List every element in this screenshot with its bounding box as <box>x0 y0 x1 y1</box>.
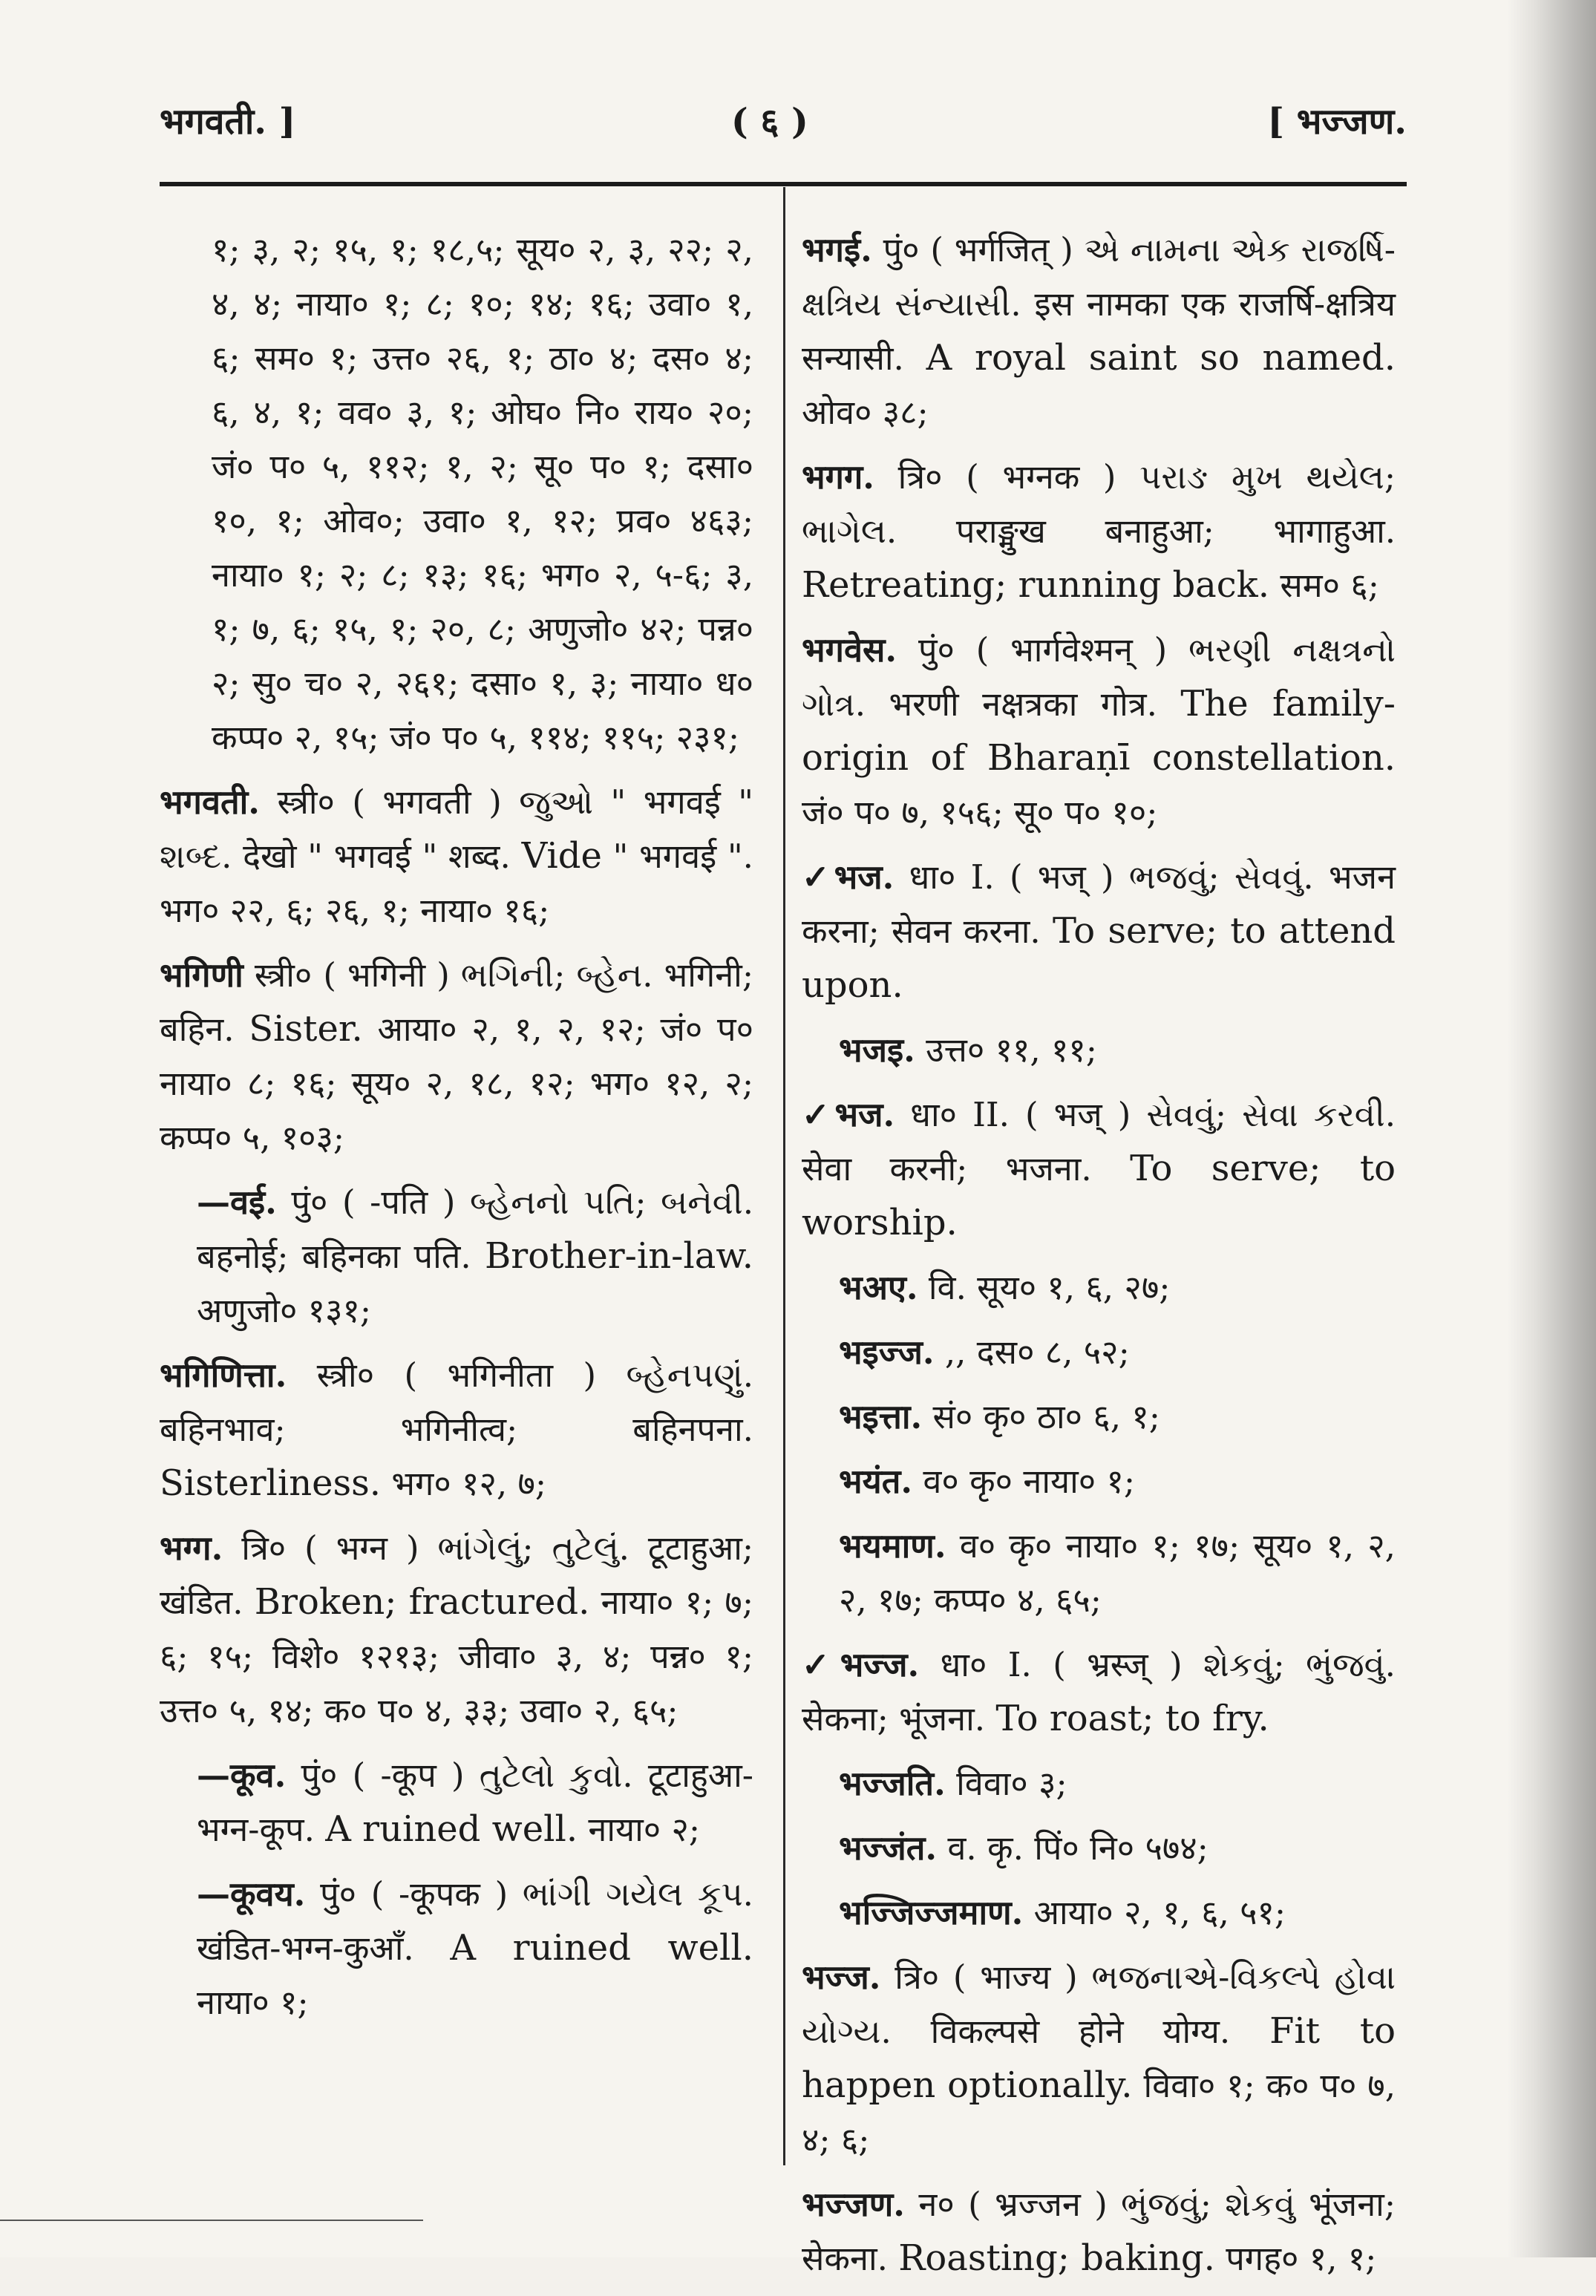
header-left-guideword: भगवती. ] <box>160 101 296 143</box>
entry-headword: —कूवय. <box>197 1874 306 1914</box>
binding-shadow <box>1507 0 1596 2257</box>
entry-english-gloss: To serve; to attend upon. <box>802 910 1396 1006</box>
dictionary-entry <box>839 1519 1396 1627</box>
entry-headword: भइज्ज. <box>839 1332 935 1372</box>
entry-headword: ✓भज. <box>802 857 895 897</box>
entry-references: नाया० १; <box>197 1983 309 2022</box>
entry-headword: ✓भज्ज. <box>802 1645 920 1684</box>
dictionary-entry <box>802 850 1396 1013</box>
entry-headword: भयमाण. <box>839 1526 946 1566</box>
entry-definition: त्रि० ( भग्नक ) પરાઙ મુખ થયેલ; ભાગેલ. पराङ्मुख बनाहुआ; भागाहुआ. <box>802 457 1396 551</box>
entry-english-gloss: Roasting; baking. <box>898 2237 1215 2279</box>
entry-headword: भजइ. <box>839 1030 915 1070</box>
entry-definition: धा० II. ( भज् ) સેવવું; સેવા કરવી. सेवा करनी; भजना. <box>802 1095 1396 1188</box>
dictionary-entry <box>197 1175 753 1338</box>
entry-headword: भज्ज. <box>802 1958 881 1997</box>
dictionary-entry <box>802 2177 1396 2286</box>
entry-definition: व० कृ० नाया० १; १७; सूय० १, २, २, १७; कप्प० ४, ६५; <box>839 1526 1396 1620</box>
entry-definition: न० ( भ्रज्जन ) ભુંજવું; શેકવું भूंजना; सेकना. <box>802 2185 1396 2278</box>
entry-definition: विवा० ३; <box>956 1764 1067 1803</box>
entry-headword: —वई. <box>197 1183 277 1222</box>
entry-headword: ✓भज. <box>802 1095 895 1134</box>
dictionary-entry <box>802 1950 1396 2167</box>
entry-references: नाया० १; ७; ६; १५; विशे० १२१३; जीवा० ३, ४; पन्न० १; उत्त० ५, १४; क० प० ४, ३३; उवा० २, ६५; <box>160 1583 753 1730</box>
entry-english-gloss: The family-origin of Bharaṇī constellation. <box>802 683 1396 779</box>
dictionary-entry <box>160 948 753 1165</box>
entry-references: " भगवई ". भग० २२, ६; २६, १; नाया० १६; <box>160 837 753 930</box>
entry-definition: पुं० ( -कूप ) તુટેલો કુવો. टूटाहुआ-भग्न-कूप. <box>197 1756 753 1849</box>
entry-english-gloss: Fit to happen optionally. <box>802 2010 1396 2106</box>
entry-references: जं० प० ७, १५६; सू० प० १०; <box>802 793 1158 832</box>
entry-english-gloss: Sister. <box>249 1008 363 1050</box>
header-right-guideword: [ भज्जण. <box>1267 101 1407 143</box>
entry-english-gloss: A ruined well. <box>325 1808 578 1850</box>
entry-headword: भज्जण. <box>802 2185 905 2224</box>
entry-english-gloss: To roast; to fry. <box>995 1698 1269 1739</box>
entry-headword: भइत्ता. <box>839 1397 923 1436</box>
entry-references: भग० १२, ७; <box>391 1464 547 1503</box>
entry-references: पगह० १, १; <box>1226 2239 1377 2278</box>
entry-english-gloss: Retreating; running back. <box>802 564 1270 606</box>
dictionary-entry <box>839 1260 1396 1315</box>
entry-headword: —कूव. <box>197 1756 287 1795</box>
entry-headword: भयंत. <box>839 1462 913 1501</box>
entry-english-gloss: Vide <box>521 835 602 877</box>
dictionary-entry <box>839 1023 1396 1077</box>
dictionary-entry <box>802 1638 1396 1746</box>
entry-definition: ,, दस० ८, ५२; <box>944 1332 1130 1372</box>
dictionary-entry <box>802 623 1396 840</box>
entry-definition: पुं० ( भार्गवेश्मन् ) ભરણી નક્ષત્રનો ગોત્ર. भरणी नक्षत्रका गोत्र. <box>802 630 1396 724</box>
dictionary-entry <box>839 1756 1396 1811</box>
header-rule <box>160 182 1407 186</box>
entry-definition: धा० I. ( भ्रस्ज् ) શેકવું; ભુંજવું. सेकना; भूंजना. <box>802 1645 1396 1739</box>
entry-definition: स्त्री० ( भगवती ) જુઓ " भगवई " શબ્દ. देखो " भगवई " शब्द. <box>160 782 753 876</box>
entry-headword: भगिणी <box>160 955 243 995</box>
entry-definition: स्त्री० ( भगिनीता ) બ્હેનપણું. बहिनभाव; भगिनीत्व; बहिनपना. <box>160 1355 754 1449</box>
dictionary-entry <box>160 1348 753 1511</box>
dictionary-entry <box>802 1088 1396 1250</box>
dictionary-entry <box>197 1748 753 1857</box>
dictionary-entry <box>839 1390 1396 1444</box>
dictionary-entry <box>839 1821 1396 1875</box>
entry-definition: आया० २, १, ६, ५१; <box>1033 1893 1286 1932</box>
dictionary-entry <box>212 223 753 765</box>
right-column <box>802 223 1396 2296</box>
column-divider <box>783 187 785 2165</box>
entry-english-gloss: Broken; fractured. <box>254 1581 590 1623</box>
entry-definition: व. कृ. पिं० नि० ५७४; <box>947 1828 1209 1868</box>
dictionary-entry <box>839 1454 1396 1508</box>
dictionary-entry <box>197 1867 753 2030</box>
entry-headword: भगिणित्ता. <box>160 1355 287 1395</box>
entry-headword: भज्जंत. <box>839 1828 938 1868</box>
dictionary-entry <box>839 1885 1396 1940</box>
entry-definition: व० कृ० नाया० १; <box>923 1462 1136 1501</box>
entry-definition: उत्त० ११, ११; <box>926 1030 1097 1070</box>
entry-references: नाया० २; <box>588 1810 701 1849</box>
entry-english-gloss: To serve; to worship. <box>802 1148 1396 1243</box>
entry-definition: वि. सूय० १, ६, २७; <box>928 1268 1171 1307</box>
dictionary-entry <box>802 223 1396 439</box>
page-header <box>160 97 1407 156</box>
entry-definition: धा० I. ( भज् ) ભજવું; સેવવું. भजन करना; सेवन करना. <box>802 857 1396 951</box>
entry-definition: त्रि० ( भाज्य ) ભજનાએ-વિકલ્પે હોવા યોગ્ય. विकल्पसे होने योग्य. <box>802 1958 1396 2051</box>
entry-references: अणुजो० १३१; <box>197 1291 372 1330</box>
dictionary-entry <box>160 1521 753 1738</box>
footer-rule <box>0 2220 423 2221</box>
entry-definition: पुं० ( -पति ) બ્હેનનો પતિ; બનેવી. बहनोई; बहिनका पति. <box>197 1183 753 1276</box>
page-number: ( ६ ) <box>731 101 808 143</box>
left-column <box>160 223 753 2040</box>
entry-english-gloss: A ruined well. <box>450 1927 753 1969</box>
entry-definition: त्रि० ( भग्न ) ભાંગેલું; તુટેલું. टूटाहुआ; खंडित. <box>160 1528 753 1622</box>
entry-references: ओव० ३८; <box>802 393 929 432</box>
entry-english-gloss: A royal saint so named. <box>926 337 1396 379</box>
entry-references: विवा० १; क० प० ७, ४; ६; <box>802 2066 1396 2159</box>
entry-definition: स्त्री० ( भगिनी ) ભગિની; બ્હેન. भगिनी; बहिन. <box>160 955 753 1049</box>
entry-headword: भगवती. <box>160 782 260 822</box>
entry-references: आया० २, १, २, १२; जं० प० नाया० ८; १६; सूय० २, १८, १२; भग० १२, २; कप्प० ५, १०३; <box>160 1010 753 1157</box>
entry-headword: भज्जति. <box>839 1764 946 1803</box>
entry-english-gloss: Sisterliness. <box>160 1462 382 1504</box>
entry-references: सम० ६; <box>1280 566 1379 605</box>
entry-definition: १; ३, २; १५, १; १८,५; सूय० २, ३, २२; २, ४, ४; नाया० १; ८; १०; १४; १६; उवा० १, ६; सम० १; उत्त० २६, १; ठा० ४; दस० ४; ६, ४, १; वव० ३, १; ओघ० नि० राय० २०; जं० प० ५, ११२; १, २; सू० प० १; दसा० १०, १; ओव०; उवा० १, १२; प्रव० ४६३; नाया० १; २; ८; १३; १६; भग० २, ५-६; ३, १; ७, ६; १५, १; २०, ८; अणुजो० ४२; पन्न० २; सु० च० २, २६१; दसा० १, ३; नाया० ध० कप्प० २, १५; जं० प० ५, ११४; ११५; २३१; <box>212 230 753 757</box>
entry-definition: सं० कृ० ठा० ६, १; <box>932 1397 1160 1436</box>
entry-definition: पुं० ( भर्गजित् ) એ નામના એક રાજર્ષિ-ક્ષત્રિય સંન્યાસી. इस नामका एक राजर्षि-क्षत्रिय सन्यासी. <box>802 230 1396 378</box>
dictionary-entry <box>160 775 753 938</box>
entry-headword: भज्जिज्जमाण. <box>839 1893 1024 1932</box>
entry-headword: भग्ग. <box>160 1528 223 1568</box>
entry-english-gloss: Brother-in-law. <box>485 1235 753 1277</box>
entry-definition: पुं० ( -कूपक ) ભાંગી ગયેલ કૂપ. खंडित-भग्न-कुआँ. <box>197 1874 753 1968</box>
entry-headword: भगई. <box>802 230 872 269</box>
dictionary-entry <box>839 1325 1396 1379</box>
entry-headword: भअए. <box>839 1268 918 1307</box>
entry-headword: भगग. <box>802 457 874 497</box>
dictionary-entry <box>802 450 1396 612</box>
entry-headword: भगवेस. <box>802 630 897 670</box>
